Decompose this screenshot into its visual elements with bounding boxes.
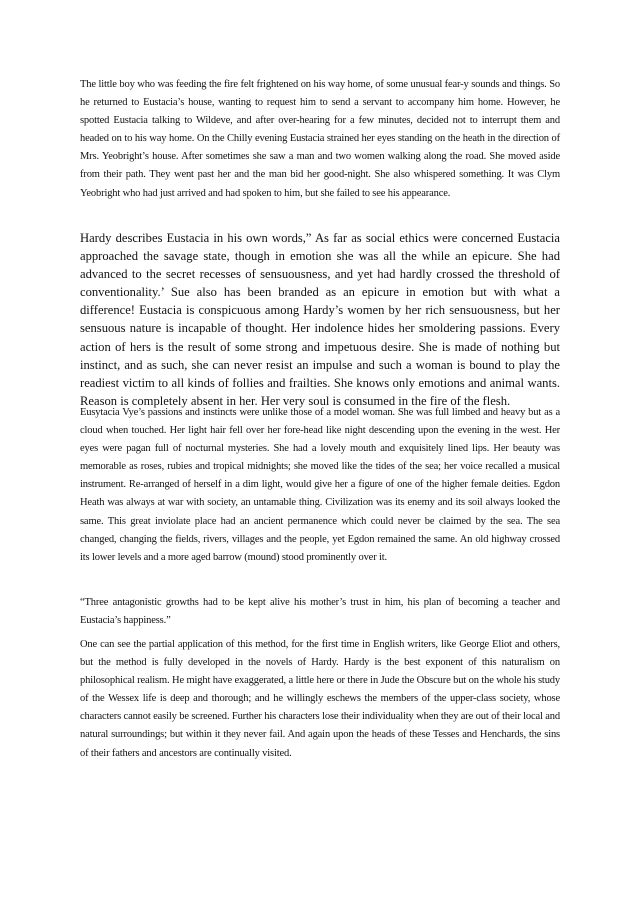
paragraph-hardy-describes-eustacia: Hardy describes Eustacia in his own words,” As far as social ethics were concerned Eustacia approached the savage state, though in emotion she was all the while an epicure. She had advanced to the secret recesses of sensuousness, and yet had hardly crossed the threshold of conventionality.’ Sue also has been branded as an epicure in emotion but with what a difference! Eustacia is conspicuous among Hardy’s women by her rich sensuousness, but her sensuous nature is incapable of thought. Her indolence hides her smoldering passions. Every action of hers is the result of some strong and impetuous desire. She is made of nothing but instinct, and as such, she can never resist an impulse and such a woman is bound to play the readiest victim to all kinds of follies and frailties. She knows only emotions and animal wants. Reason is completely absent in her. Her very soul is consumed in the fire of the flesh. [80, 231, 560, 408]
paragraph-eustacia-vye-passions: Eusytacia Vye’s passions and instincts were unlike those of a model woman. She was full limbed and heavy but as a cloud when touched. Her light hair fell over her fore-head like night descending upon the evening in the west. Her eyes were pagan full of nocturnal mysteries. She had a lovely mouth and exquisitely lined lips. Her beauty was memorable as roses, rubies and tropical midnights; she moved like the tides of the sea; her voice recalled a musical instrument. Re-arranged of herself in a dim light, would give her a figure of one of the higher female deities. Egdon Heath was always at war with society, an untamable thing. Civilization was its enemy and its soil always looked the same. This great inviolate place had an ancient permanence which could never be claimed by the sea. The sea changed, changing the fields, rivers, villages and the people, yet Egdon remained the same. An old highway crossed its lower levels and a more aged barrow (mound) stood prominently over it. [80, 407, 560, 563]
paragraph-boy-returns: The little boy who was feeding the fire felt frightened on his way home, of some unusual fear-y sounds and things. So he returned to Eustacia’s house, wanting to request him to send a servant to accompany him home. However, he spotted Eustacia talking to Wildeve, and after over-hearing for a few minutes, decided not to interrupt them and headed on to his way home. On the Chilly evening Eustacia strained her eyes standing on the heath in the direction of Mrs. Yeobright’s house. After sometimes she saw a man and two women walking along the road. She moved aside from their path. They went past her and the man bid her good-night. She also whispered something. It was Clym Yeobright who had just arrived and had spoken to him, but she failed to see his appearance. [80, 79, 560, 199]
paragraph-quotation-antagonistic-growths: “Three antagonistic growths had to be kept alive his mother’s trust in him, his plan of becoming a teacher and Eustacia’s happiness.” [80, 597, 560, 627]
paragraph-naturalism-method: One can see the partial application of this method, for the first time in English writers, like George Eliot and others, but the method is fully developed in the novels of Hardy. Hardy is the best exponent of this naturalism on philosophical realism. He might have exaggerated, a little here or there in Jude the Obscure but on the whole his study of the Wessex life is deep and thorough; and he willingly eschews the members of the upper-class society, whose characters cannot easily be screened. Further his characters lose their individuality when they are out of their local and natural surroundings; but within it they never fail. And again upon the heads of these Tesses and Henchards, the sins of their fathers and ancestors are continually visited. [80, 639, 560, 759]
